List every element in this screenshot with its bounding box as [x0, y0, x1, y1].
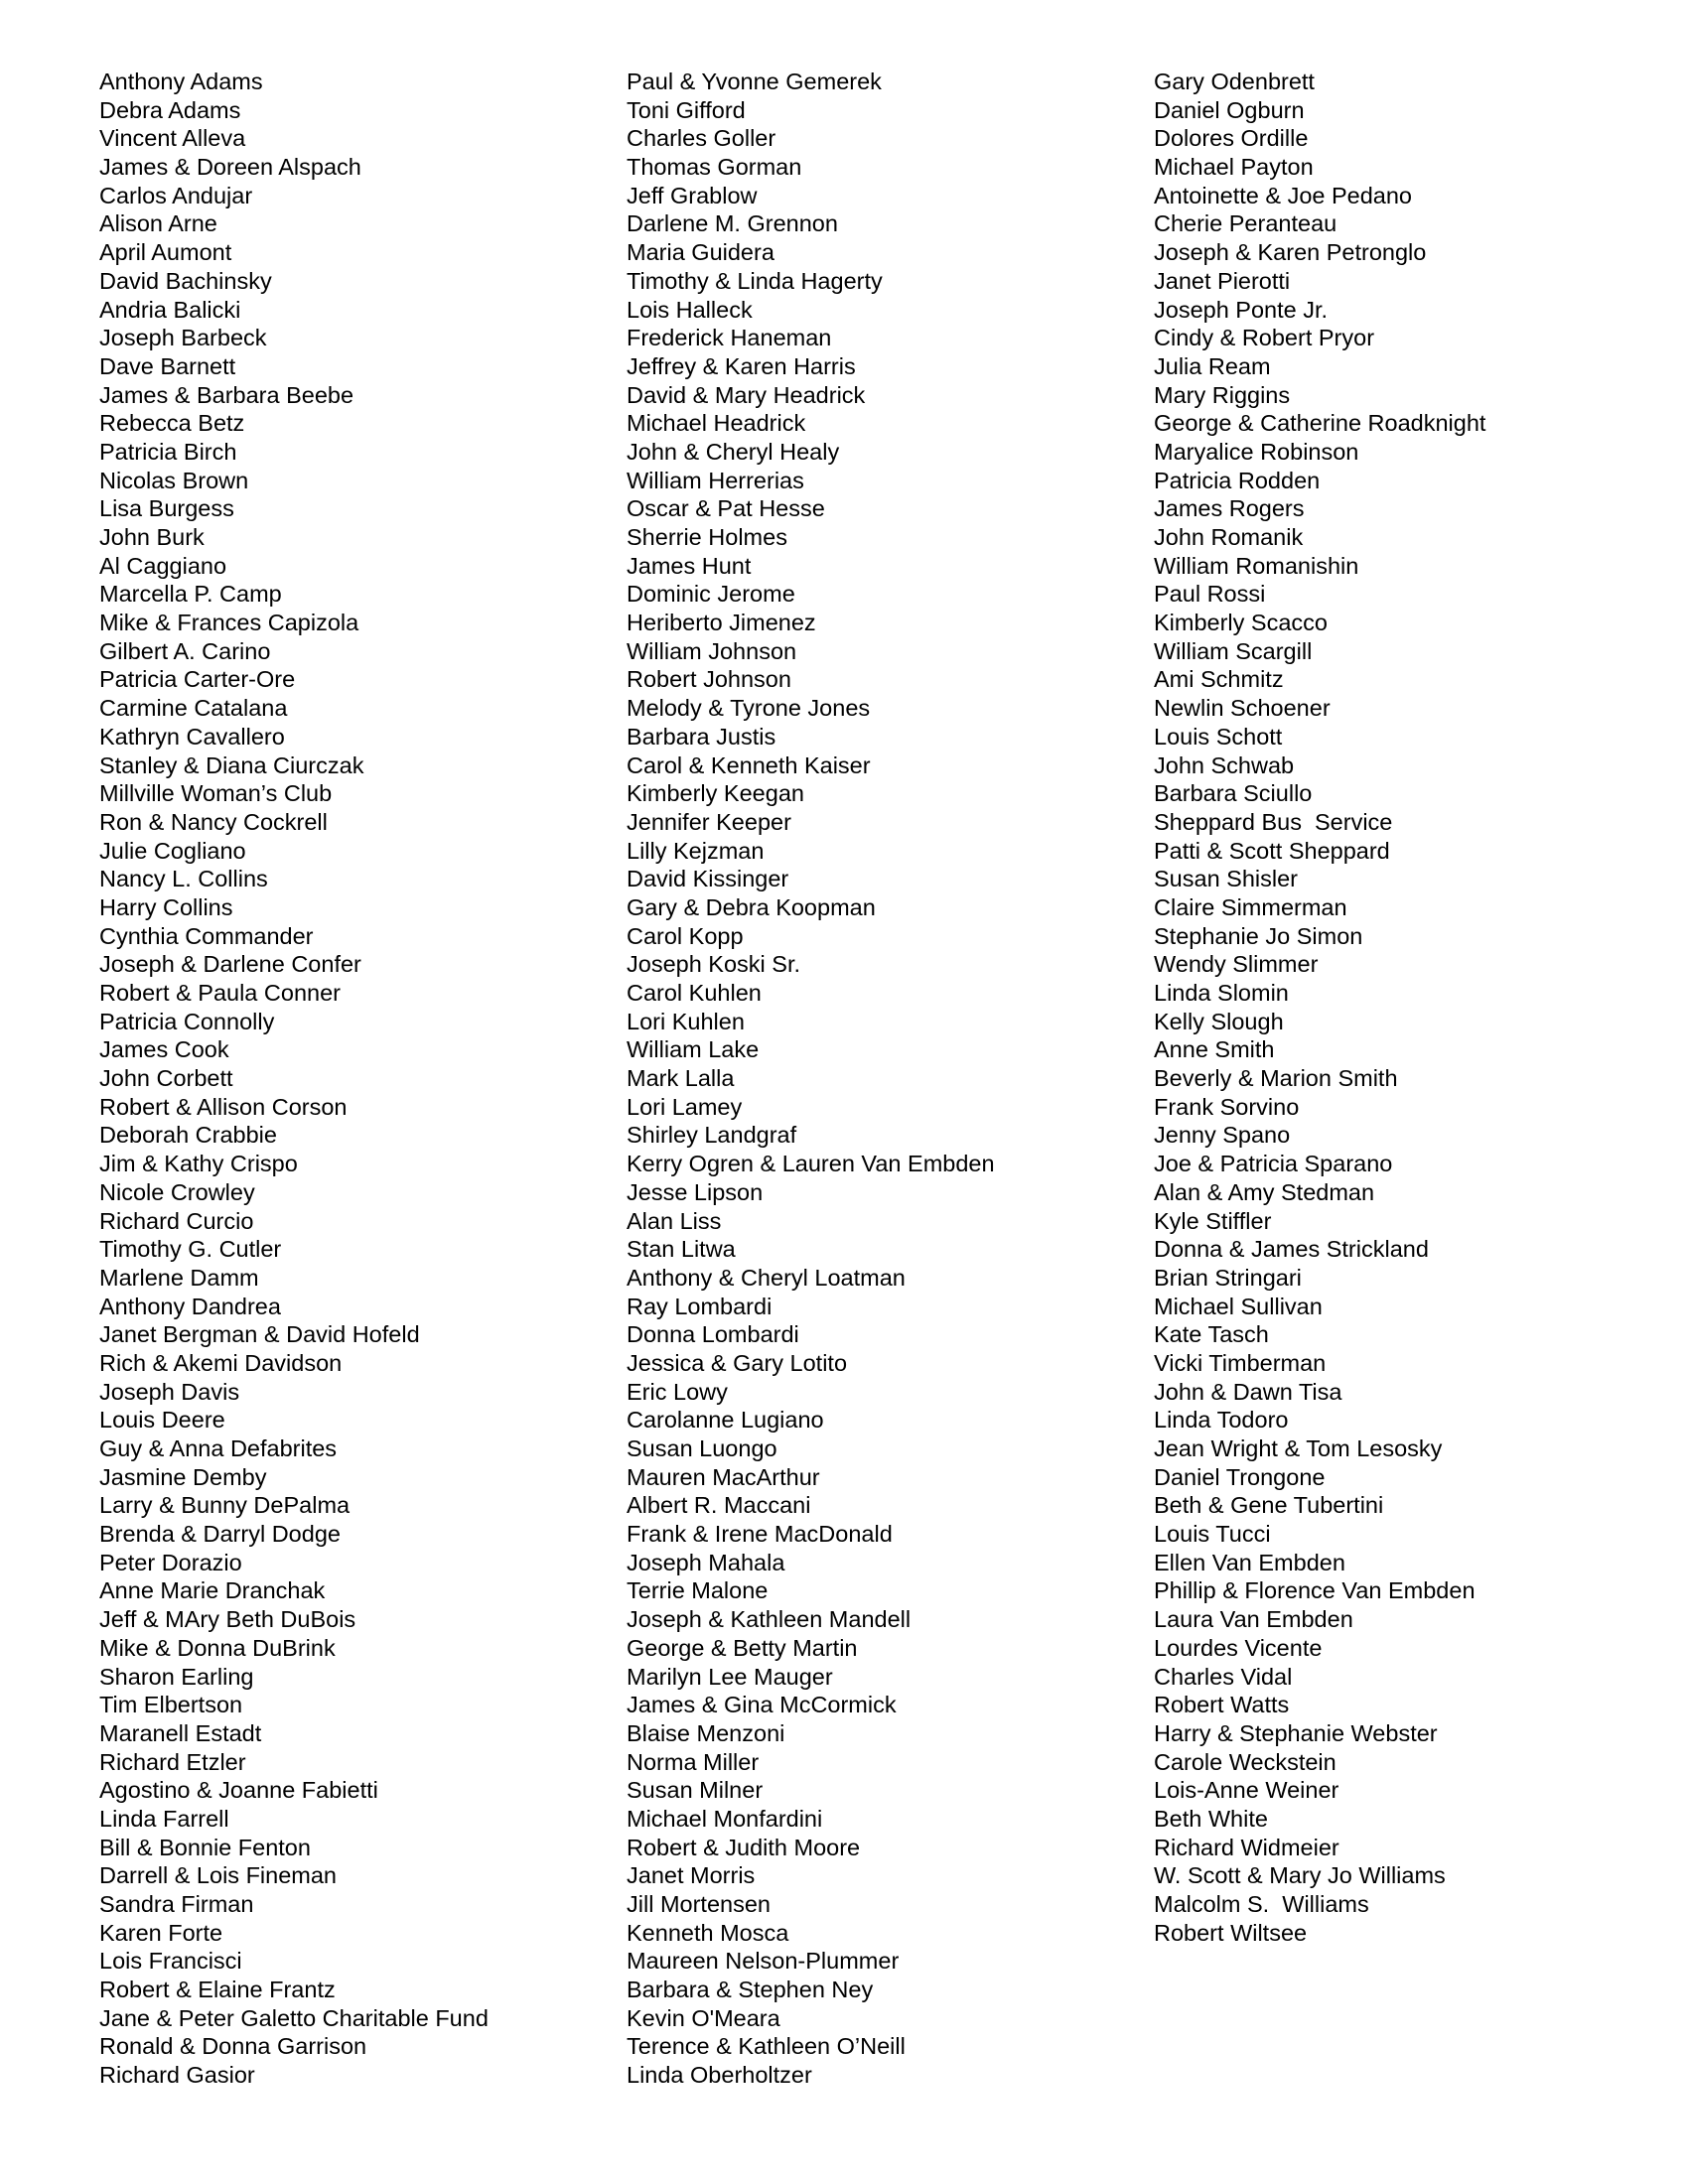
donor-name: Stephanie Jo Simon [1154, 922, 1363, 949]
donor-name: Jill Mortensen [627, 1891, 771, 1917]
donor-name: Sharon Earling [99, 1663, 254, 1690]
donor-name: Carlos Andujar [99, 182, 253, 208]
donor-name: Jeff Grablow [627, 182, 758, 208]
donor-name: Sheppard Bus Service [1154, 808, 1393, 835]
donor-name: Kelly Slough [1154, 1008, 1284, 1034]
donor-name: Kimberly Keegan [627, 780, 804, 807]
donor-name: Patricia Rodden [1154, 467, 1321, 493]
donor-name: Kevin O'Meara [627, 2004, 780, 2031]
donor-name: Frank & Irene MacDonald [627, 1521, 893, 1548]
donor-name: Cindy & Robert Pryor [1154, 325, 1375, 351]
donor-name: Beverly & Marion Smith [1154, 1065, 1398, 1092]
donor-name: James Cook [99, 1036, 229, 1063]
donor-name: Oscar & Pat Hesse [627, 495, 825, 522]
donor-name: John Romanik [1154, 524, 1304, 550]
donor-name: Guy & Anna Defabrites [99, 1435, 338, 1461]
donor-name: Newlin Schoener [1154, 695, 1331, 722]
donor-name: Charles Vidal [1154, 1663, 1293, 1690]
donor-name: Susan Luongo [627, 1435, 777, 1461]
donor-name: Lourdes Vicente [1154, 1634, 1323, 1661]
donor-name: Lori Kuhlen [627, 1008, 745, 1034]
donor-name: Robert & Allison Corson [99, 1093, 348, 1120]
donor-name: Joseph & Darlene Confer [99, 951, 361, 978]
donor-name: Claire Simmerman [1154, 893, 1347, 920]
donor-name: Sandra Firman [99, 1891, 254, 1917]
donor-name: Laura Van Embden [1154, 1606, 1353, 1633]
donor-name: Daniel Trongone [1154, 1463, 1326, 1490]
donor-name: James & Barbara Beebe [99, 381, 354, 408]
donor-name: Richard Curcio [99, 1207, 254, 1234]
donor-name: Joseph Ponte Jr. [1154, 296, 1329, 323]
donor-name: Patricia Connolly [99, 1008, 275, 1034]
donor-name: James & Doreen Alspach [99, 154, 361, 181]
donor-name: Joseph Davis [99, 1378, 240, 1405]
donor-name: Marcella P. Camp [99, 581, 282, 608]
donor-name: Linda Todoro [1154, 1407, 1289, 1433]
donor-name: Robert & Judith Moore [627, 1834, 861, 1860]
donor-name: Anne Marie Dranchak [99, 1577, 326, 1604]
donor-name: David Bachinsky [99, 267, 272, 294]
donor-name: Patricia Birch [99, 438, 237, 465]
donor-name: Marilyn Lee Mauger [627, 1663, 833, 1690]
donor-name: Gary Odenbrett [1154, 68, 1315, 94]
donor-name: Janet Pierotti [1154, 267, 1291, 294]
donor-name: Barbara & Stephen Ney [627, 1977, 874, 2003]
donor-name: William Johnson [627, 637, 797, 664]
donor-name: W. Scott & Mary Jo Williams [1154, 1862, 1446, 1889]
donor-name: Alan & Amy Stedman [1154, 1178, 1375, 1205]
donor-name: Lois Halleck [627, 296, 753, 323]
donor-name: Brian Stringari [1154, 1264, 1302, 1291]
donor-name: Larry & Bunny DePalma [99, 1492, 351, 1519]
donor-name: Jane & Peter Galetto Charitable Fund [99, 2004, 489, 2031]
donor-name: Wendy Slimmer [1154, 951, 1319, 978]
donor-name: Janet Bergman & David Hofeld [99, 1321, 420, 1348]
donor-name: Dolores Ordille [1154, 125, 1309, 152]
donor-name: Norma Miller [627, 1748, 760, 1775]
donor-name: Blaise Menzoni [627, 1719, 785, 1746]
donor-name: George & Betty Martin [627, 1634, 858, 1661]
donor-name: Mary Riggins [1154, 381, 1291, 408]
donor-name: Al Caggiano [99, 552, 227, 579]
donor-name: Paul Rossi [1154, 581, 1266, 608]
donor-name: Kimberly Scacco [1154, 610, 1328, 636]
donor-name: Carmine Catalana [99, 695, 288, 722]
donor-name: Antoinette & Joe Pedano [1154, 182, 1413, 208]
donor-name: Dominic Jerome [627, 581, 795, 608]
donor-name: Barbara Sciullo [1154, 780, 1313, 807]
donor-name: Terence & Kathleen O’Neill [627, 2033, 906, 2060]
donor-column-2 [627, 68, 995, 2090]
donor-name: Beth White [1154, 1805, 1268, 1832]
donor-name: Carol & Kenneth Kaiser [627, 751, 871, 778]
donor-name: Jesse Lipson [627, 1178, 764, 1205]
donor-column-3 [1154, 68, 1485, 1947]
donor-name: Melody & Tyrone Jones [627, 695, 871, 722]
donor-name: Vicki Timberman [1154, 1349, 1327, 1376]
donor-name: Ami Schmitz [1154, 666, 1284, 693]
donor-name: Shirley Landgraf [627, 1122, 797, 1149]
donor-name: Heriberto Jimenez [627, 610, 816, 636]
donor-name: Ron & Nancy Cockrell [99, 808, 328, 835]
donor-name: Michael Payton [1154, 154, 1314, 181]
donor-name: Richard Etzler [99, 1748, 246, 1775]
donor-name: Thomas Gorman [627, 154, 802, 181]
donor-name: Kathryn Cavallero [99, 723, 285, 750]
donor-name: William Scargill [1154, 637, 1313, 664]
donor-name: Lisa Burgess [99, 495, 234, 522]
donor-name: Louis Tucci [1154, 1521, 1271, 1548]
donor-name: Gilbert A. Carino [99, 637, 271, 664]
donor-name: Joseph Koski Sr. [627, 951, 801, 978]
donor-name: Linda Farrell [99, 1805, 229, 1832]
donor-name: Kenneth Mosca [627, 1919, 789, 1946]
donor-name: Robert Wiltsee [1154, 1919, 1308, 1946]
donor-name: Richard Gasior [99, 2062, 255, 2089]
donor-name: Donna & James Strickland [1154, 1236, 1429, 1263]
donor-name: Joseph Mahala [627, 1549, 785, 1575]
donor-name: Marlene Damm [99, 1264, 259, 1291]
donor-name: James Rogers [1154, 495, 1305, 522]
donor-name: Mauren MacArthur [627, 1463, 820, 1490]
donor-name: Kate Tasch [1154, 1321, 1269, 1348]
donor-name: Lois Francisci [99, 1948, 242, 1975]
donor-name: Lois-Anne Weiner [1154, 1777, 1339, 1804]
donor-name: Patti & Scott Sheppard [1154, 837, 1390, 864]
donor-name: William Lake [627, 1036, 760, 1063]
donor-name: Peter Dorazio [99, 1549, 242, 1575]
donor-name: Lilly Kejzman [627, 837, 765, 864]
donor-name: Patricia Carter-Ore [99, 666, 296, 693]
donor-name: Kyle Stiffler [1154, 1207, 1272, 1234]
donor-name: Nancy L. Collins [99, 866, 268, 892]
donor-name: James Hunt [627, 552, 752, 579]
donor-name: Barbara Justis [627, 723, 776, 750]
donor-name: Frederick Haneman [627, 325, 832, 351]
donor-name: Dave Barnett [99, 352, 236, 379]
donor-name: Stan Litwa [627, 1236, 736, 1263]
donor-name: Nicolas Brown [99, 467, 249, 493]
donor-name: Eric Lowy [627, 1378, 728, 1405]
donor-name: Debra Adams [99, 96, 241, 123]
donor-name: Lori Lamey [627, 1093, 743, 1120]
donor-name: Maureen Nelson-Plummer [627, 1948, 900, 1975]
donor-name: Anthony Dandrea [99, 1293, 281, 1319]
donor-name: Maryalice Robinson [1154, 438, 1359, 465]
donor-name: Rich & Akemi Davidson [99, 1349, 343, 1376]
donor-name: Daniel Ogburn [1154, 96, 1305, 123]
donor-name: Toni Gifford [627, 96, 746, 123]
donor-name: Michael Monfardini [627, 1805, 823, 1832]
donor-name: Alison Arne [99, 210, 217, 237]
donor-name: Anne Smith [1154, 1036, 1275, 1063]
donor-name: Frank Sorvino [1154, 1093, 1300, 1120]
donor-name: Sherrie Holmes [627, 524, 787, 550]
donor-name: Harry & Stephanie Webster [1154, 1719, 1438, 1746]
donor-name: Joseph & Kathleen Mandell [627, 1606, 912, 1633]
donor-name: Alan Liss [627, 1207, 722, 1234]
donor-name: Deborah Crabbie [99, 1122, 277, 1149]
donor-name: Karen Forte [99, 1919, 223, 1946]
donor-name: Kerry Ogren & Lauren Van Embden [627, 1151, 995, 1177]
donor-name: Janet Morris [627, 1862, 756, 1889]
donor-name: Ronald & Donna Garrison [99, 2033, 367, 2060]
donor-name: Bill & Bonnie Fenton [99, 1834, 311, 1860]
donor-name: Tim Elbertson [99, 1692, 243, 1718]
donor-column-1 [99, 68, 489, 2090]
donor-name: Malcolm S. Williams [1154, 1891, 1369, 1917]
donor-name: Brenda & Darryl Dodge [99, 1521, 341, 1548]
donor-name: Jennifer Keeper [627, 808, 791, 835]
donor-name: Jeffrey & Karen Harris [627, 352, 856, 379]
donor-name: April Aumont [99, 239, 232, 266]
donor-name: William Romanishin [1154, 552, 1359, 579]
donor-name: Jeff & MAry Beth DuBois [99, 1606, 356, 1633]
donor-name: Jim & Kathy Crispo [99, 1151, 298, 1177]
donor-name: Julie Cogliano [99, 837, 246, 864]
donor-name: Joe & Patricia Sparano [1154, 1151, 1393, 1177]
donor-name: Vincent Alleva [99, 125, 246, 152]
donor-name: Phillip & Florence Van Embden [1154, 1577, 1476, 1604]
donor-name: Louis Schott [1154, 723, 1283, 750]
donor-name: Gary & Debra Koopman [627, 893, 876, 920]
donor-name: David & Mary Headrick [627, 381, 866, 408]
donor-name: John & Dawn Tisa [1154, 1378, 1342, 1405]
donor-name: Robert & Paula Conner [99, 980, 341, 1006]
donor-name: Michael Sullivan [1154, 1293, 1323, 1319]
donor-name: Ellen Van Embden [1154, 1549, 1345, 1575]
donor-name: Donna Lombardi [627, 1321, 799, 1348]
donor-name: Carole Weckstein [1154, 1748, 1336, 1775]
donor-name: Darrell & Lois Fineman [99, 1862, 338, 1889]
donor-name: Jean Wright & Tom Lesosky [1154, 1435, 1443, 1461]
donor-name: Albert R. Maccani [627, 1492, 811, 1519]
donor-name: Linda Slomin [1154, 980, 1289, 1006]
donor-name: Michael Headrick [627, 410, 806, 437]
donor-name: Agostino & Joanne Fabietti [99, 1777, 378, 1804]
donor-name: Anthony & Cheryl Loatman [627, 1264, 906, 1291]
donor-name: John & Cheryl Healy [627, 438, 840, 465]
donor-name: Joseph Barbeck [99, 325, 267, 351]
donor-name: Mike & Frances Capizola [99, 610, 359, 636]
donor-name: Andria Balicki [99, 296, 241, 323]
donor-name: Jessica & Gary Lotito [627, 1349, 848, 1376]
donor-name: John Schwab [1154, 751, 1295, 778]
donor-name: Richard Widmeier [1154, 1834, 1339, 1860]
donor-name: Julia Ream [1154, 352, 1271, 379]
donor-name: Robert Johnson [627, 666, 791, 693]
donor-name: Joseph & Karen Petronglo [1154, 239, 1427, 266]
donor-name: Mark Lalla [627, 1065, 735, 1092]
donor-name: Anthony Adams [99, 68, 263, 94]
donor-name: Jasmine Demby [99, 1463, 267, 1490]
donor-name: Nicole Crowley [99, 1178, 255, 1205]
donor-name: Cynthia Commander [99, 922, 314, 949]
donor-name: Maria Guidera [627, 239, 774, 266]
donor-name: Jenny Spano [1154, 1122, 1291, 1149]
donor-name: William Herrerias [627, 467, 804, 493]
donor-name: George & Catherine Roadknight [1154, 410, 1486, 437]
donor-name: James & Gina McCormick [627, 1692, 897, 1718]
donor-name: Linda Oberholtzer [627, 2062, 812, 2089]
donor-name: Robert & Elaine Frantz [99, 1977, 336, 2003]
donor-name: Susan Milner [627, 1777, 764, 1804]
donor-name: Cherie Peranteau [1154, 210, 1337, 237]
donor-name: John Corbett [99, 1065, 233, 1092]
donor-name: Terrie Malone [627, 1577, 769, 1604]
donor-name: Harry Collins [99, 893, 233, 920]
donor-name: Stanley & Diana Ciurczak [99, 751, 364, 778]
donor-name: Ray Lombardi [627, 1293, 773, 1319]
donor-name: Timothy G. Cutler [99, 1236, 282, 1263]
donor-name: Carol Kopp [627, 922, 744, 949]
donor-name: Carolanne Lugiano [627, 1407, 824, 1433]
donor-name: Charles Goller [627, 125, 776, 152]
donor-name: Maranell Estadt [99, 1719, 262, 1746]
donor-name: Paul & Yvonne Gemerek [627, 68, 882, 94]
donor-name: Robert Watts [1154, 1692, 1290, 1718]
donor-name: Darlene M. Grennon [627, 210, 838, 237]
donor-name: Timothy & Linda Hagerty [627, 267, 883, 294]
donor-name: Susan Shisler [1154, 866, 1298, 892]
donor-name: David Kissinger [627, 866, 789, 892]
donor-name: Millville Woman’s Club [99, 780, 333, 807]
donor-name: Mike & Donna DuBrink [99, 1634, 336, 1661]
donor-name: Rebecca Betz [99, 410, 245, 437]
donor-name: Carol Kuhlen [627, 980, 762, 1006]
donor-name: Louis Deere [99, 1407, 225, 1433]
donor-name: Beth & Gene Tubertini [1154, 1492, 1384, 1519]
donor-name: John Burk [99, 524, 205, 550]
